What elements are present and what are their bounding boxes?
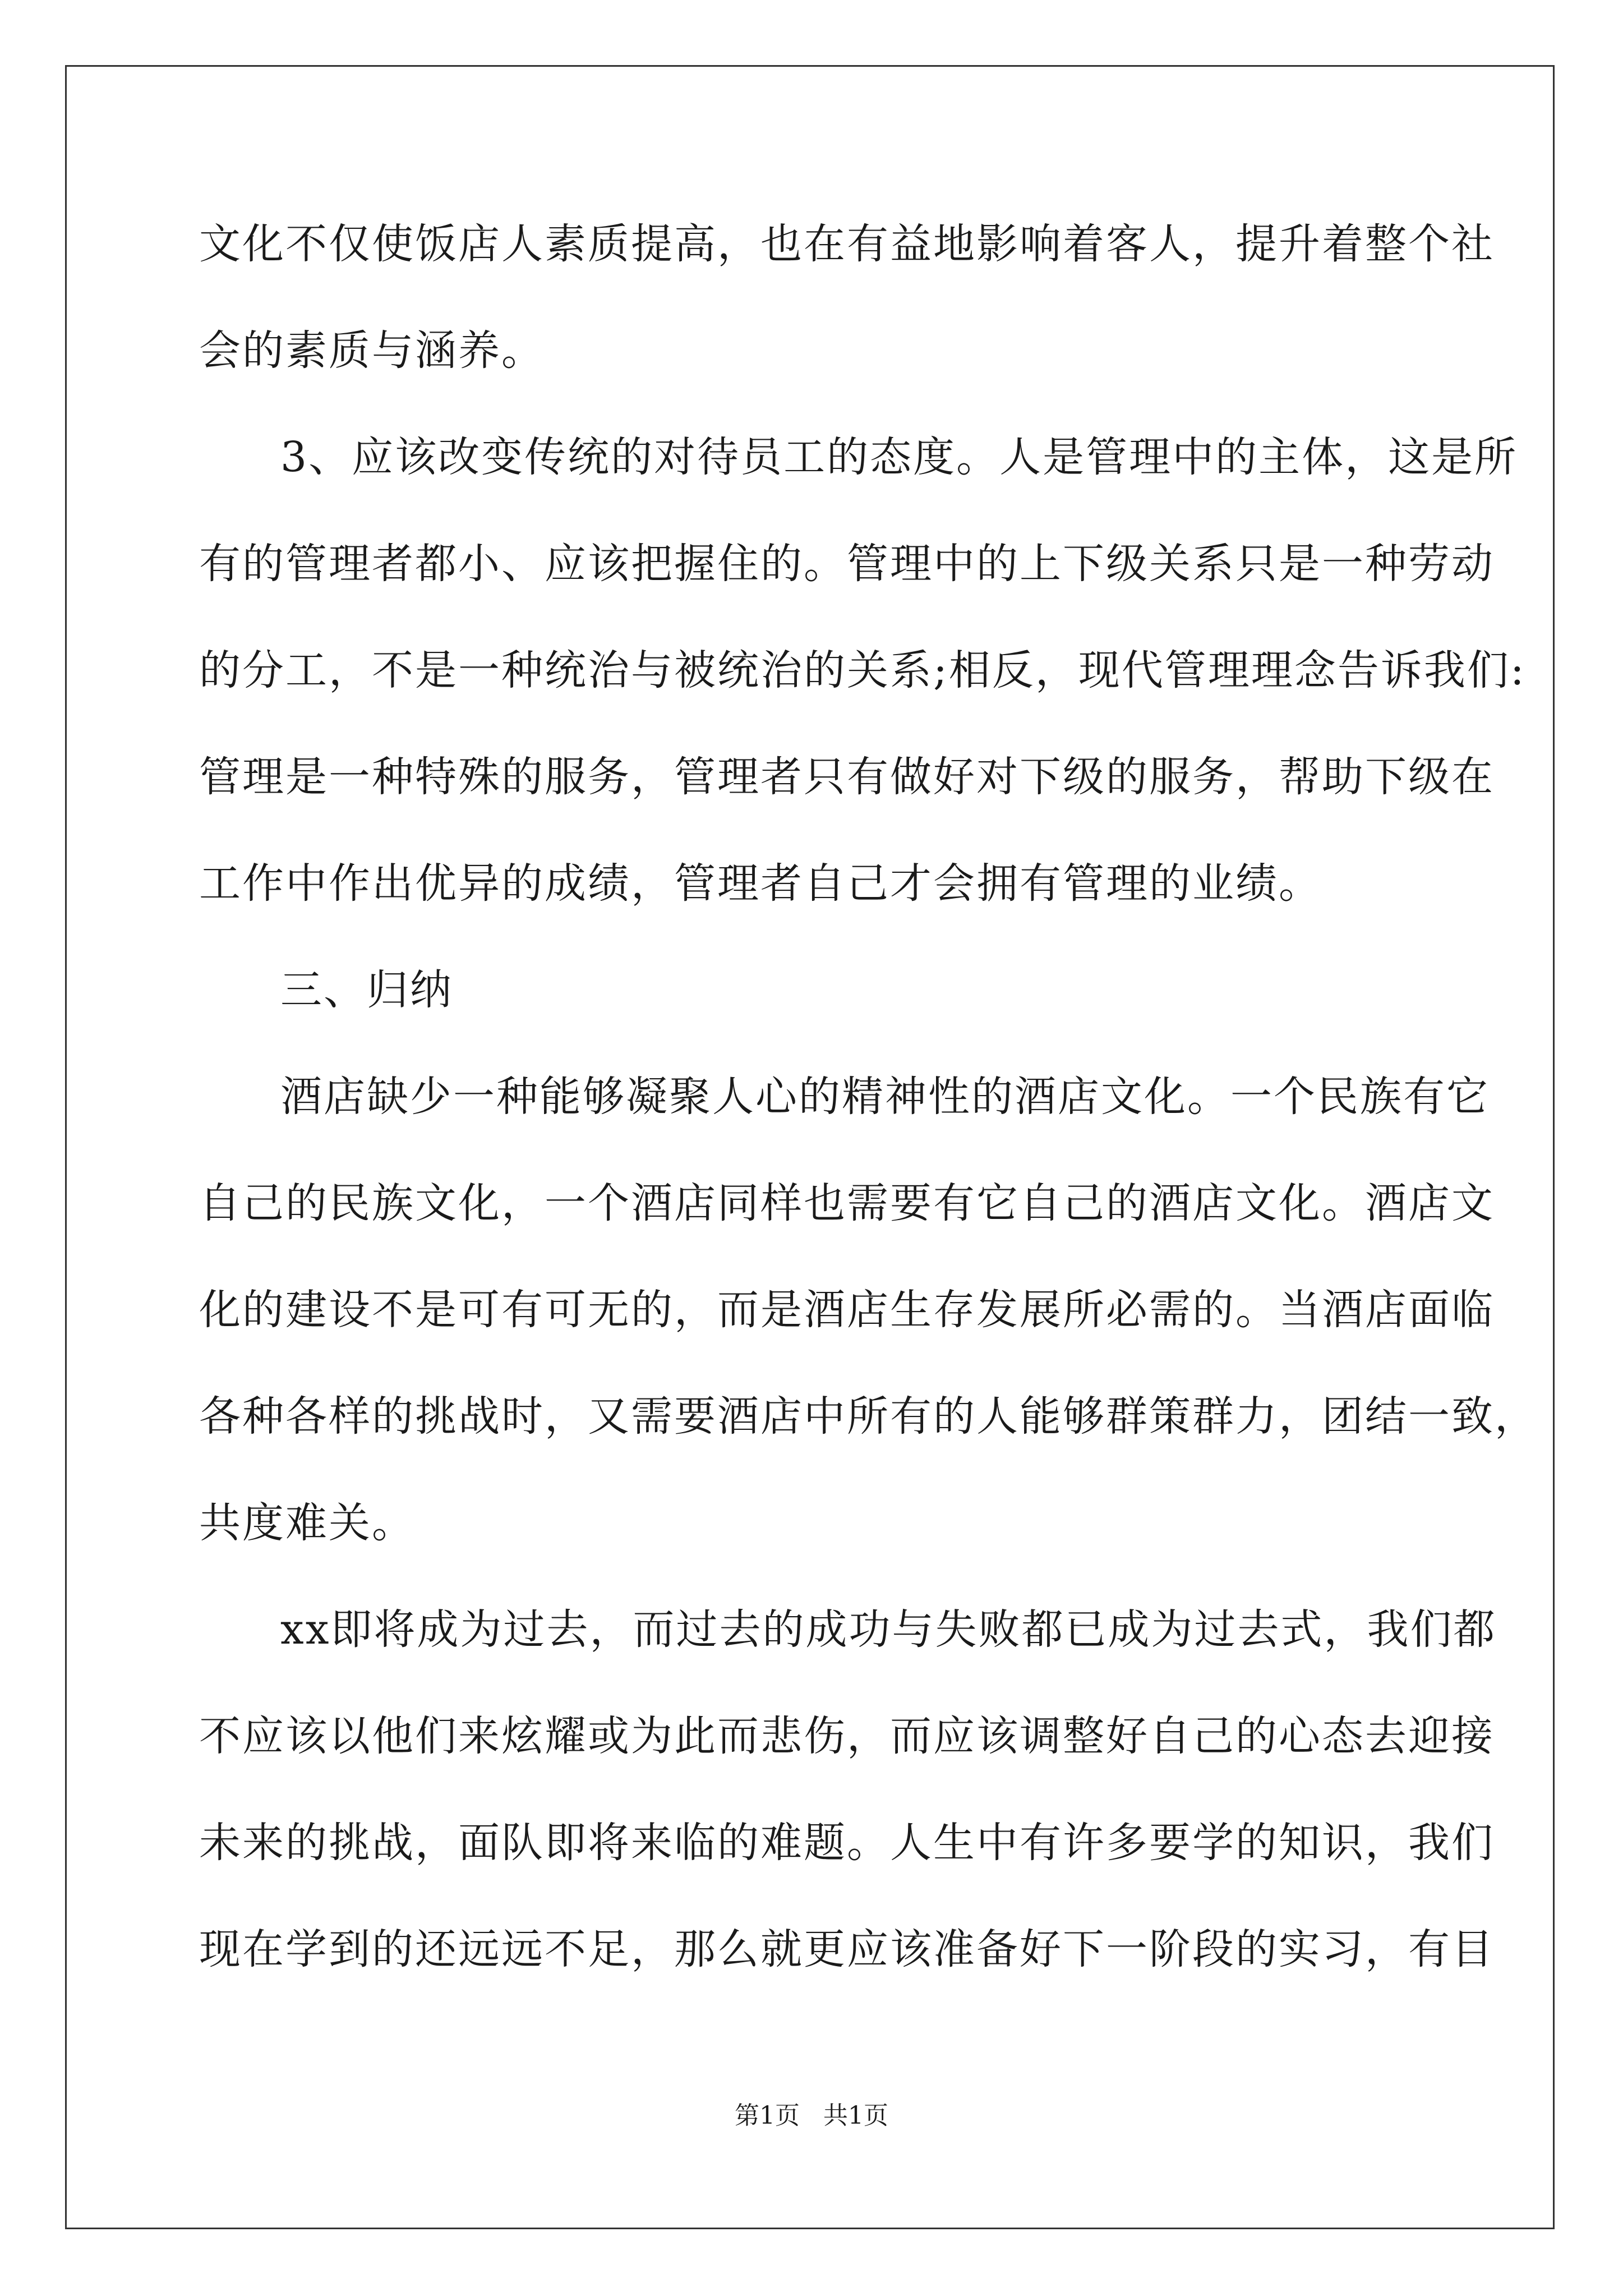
text-line: 酒店缺少一种能够凝聚人心的精神性的酒店文化。一个民族有它 [280, 1073, 1490, 1121]
text-line: 工作中作出优异的成绩，管理者自己才会拥有管理的业绩。 [199, 859, 1322, 908]
text-line: 自己的民族文化，一个酒店同样也需要有它自己的酒店文化。酒店文 [199, 1179, 1495, 1227]
text-line: 未来的挑战，面队即将来临的难题。人生中有许多要学的知识，我们 [199, 1819, 1495, 1867]
text-line: 不应该以他们来炫耀或为此而悲伤，而应该调整好自己的心态去迎接 [199, 1712, 1495, 1760]
page-footer [0, 2099, 1623, 2133]
total-pages: 共1页 [823, 2101, 888, 2130]
text-line: 管理是一种特殊的服务，管理者只有做好对下级的服务，帮助下级在 [199, 753, 1495, 801]
text-line: 的分工，不是一种统治与被统治的关系;相反，现代管理理念告诉我们: [199, 646, 1526, 694]
page-number: 第1页 [735, 2101, 800, 2130]
text-line: 现在学到的还远远不足，那么就更应该准备好下一阶段的实习，有目 [199, 1925, 1495, 1973]
text-line: 文化不仅使饭店人素质提高，也在有益地影响着客人，提升着整个社 [199, 220, 1495, 268]
text-line: 化的建设不是可有可无的，而是酒店生存发展所必需的。当酒店面临 [199, 1286, 1495, 1334]
text-line: 会的素质与涵养。 [199, 326, 545, 375]
text-line: 有的管理者都小、应该把握住的。管理中的上下级关系只是一种劳动 [199, 540, 1495, 588]
text-line: 各种各样的挑战时，又需要酒店中所有的人能够群策群力，团结一致， [199, 1392, 1538, 1441]
text-line: 3、应该改变传统的对待员工的态度。人是管理中的主体，这是所 [280, 433, 1518, 481]
section-heading: 三、归纳 [280, 966, 453, 1014]
text-line: 共度难关。 [199, 1499, 415, 1547]
text-line: xx即将成为过去，而过去的成功与失败都已成为过去式，我们都 [280, 1605, 1497, 1654]
page-border [65, 65, 1555, 2229]
